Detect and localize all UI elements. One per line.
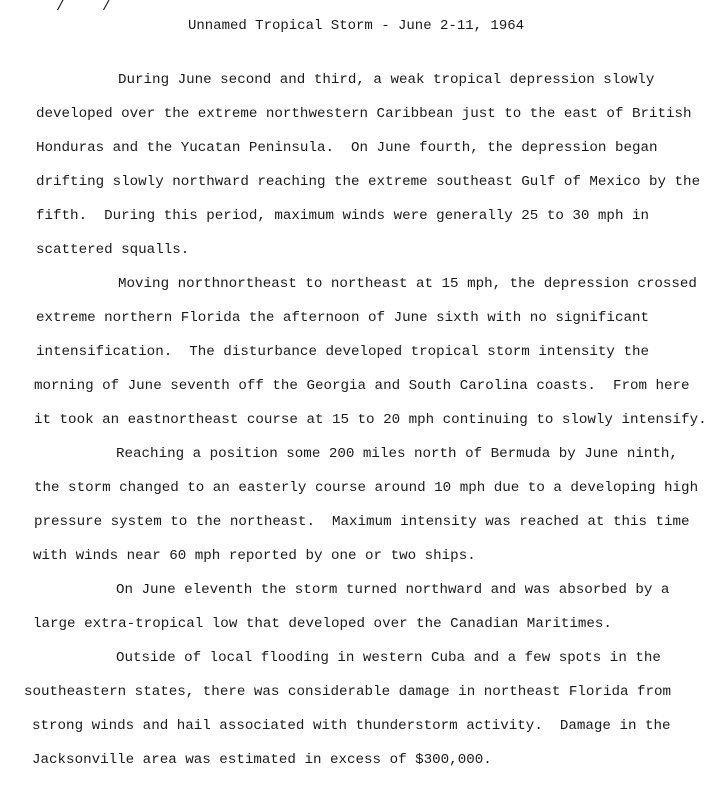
paragraph-1-line-2: developed over the extreme northwestern Caribbean just to the east of British — [36, 106, 692, 122]
paragraph-2-line-1: Moving northnortheast to northeast at 15 mph, the depression crossed — [118, 276, 697, 292]
paragraph-2-line-3: intensification. The disturbance developed tropical storm intensity the — [36, 344, 649, 360]
paragraph-1-line-1: During June second and third, a weak tropical depression slowly — [118, 72, 655, 88]
paragraph-1-line-5: fifth. During this period, maximum winds were generally 25 to 30 mph in — [36, 208, 649, 224]
paragraph-5-line-1: Outside of local flooding in western Cuba and a few spots in the — [116, 650, 661, 666]
paragraph-4-line-2: large extra-tropical low that developed over the Canadian Maritimes. — [33, 616, 612, 632]
paragraph-3-line-4: with winds near 60 mph reported by one or two ships. — [33, 548, 476, 564]
paragraph-3-line-3: pressure system to the northeast. Maximum intensity was reached at this time — [34, 514, 690, 530]
paragraph-2-line-5: it took an eastnortheast course at 15 to 20 mph continuing to slowly intensify. — [34, 412, 707, 428]
paragraph-5-line-2: southeastern states, there was considerable damage in northeast Florida from — [24, 684, 672, 700]
paragraph-3-line-2: the storm changed to an easterly course around 10 mph due to a developing high — [34, 480, 699, 496]
paragraph-2-line-2: extreme northern Florida the afternoon of June sixth with no significant — [36, 310, 649, 326]
paragraph-4-line-1: On June eleventh the storm turned northward and was absorbed by a — [116, 582, 670, 598]
paragraph-5-line-4: Jacksonville area was estimated in excess of $300,000. — [32, 752, 492, 768]
paragraph-1-line-3: Honduras and the Yucatan Peninsula. On June fourth, the depression began — [36, 140, 658, 156]
paragraph-1-line-6: scattered squalls. — [36, 242, 190, 258]
paragraph-2-line-4: morning of June seventh off the Georgia and South Carolina coasts. From here — [34, 378, 690, 394]
handwritten-mark: / / — [56, 0, 126, 15]
paragraph-1-line-4: drifting slowly northward reaching the extreme southeast Gulf of Mexico by the — [36, 174, 701, 190]
document-title: Unnamed Tropical Storm - June 2-11, 1964 — [187, 18, 525, 34]
paragraph-3-line-1: Reaching a position some 200 miles north of Bermuda by June ninth, — [116, 446, 678, 462]
paragraph-5-line-3: strong winds and hail associated with thunderstorm activity. Damage in the — [32, 718, 671, 734]
